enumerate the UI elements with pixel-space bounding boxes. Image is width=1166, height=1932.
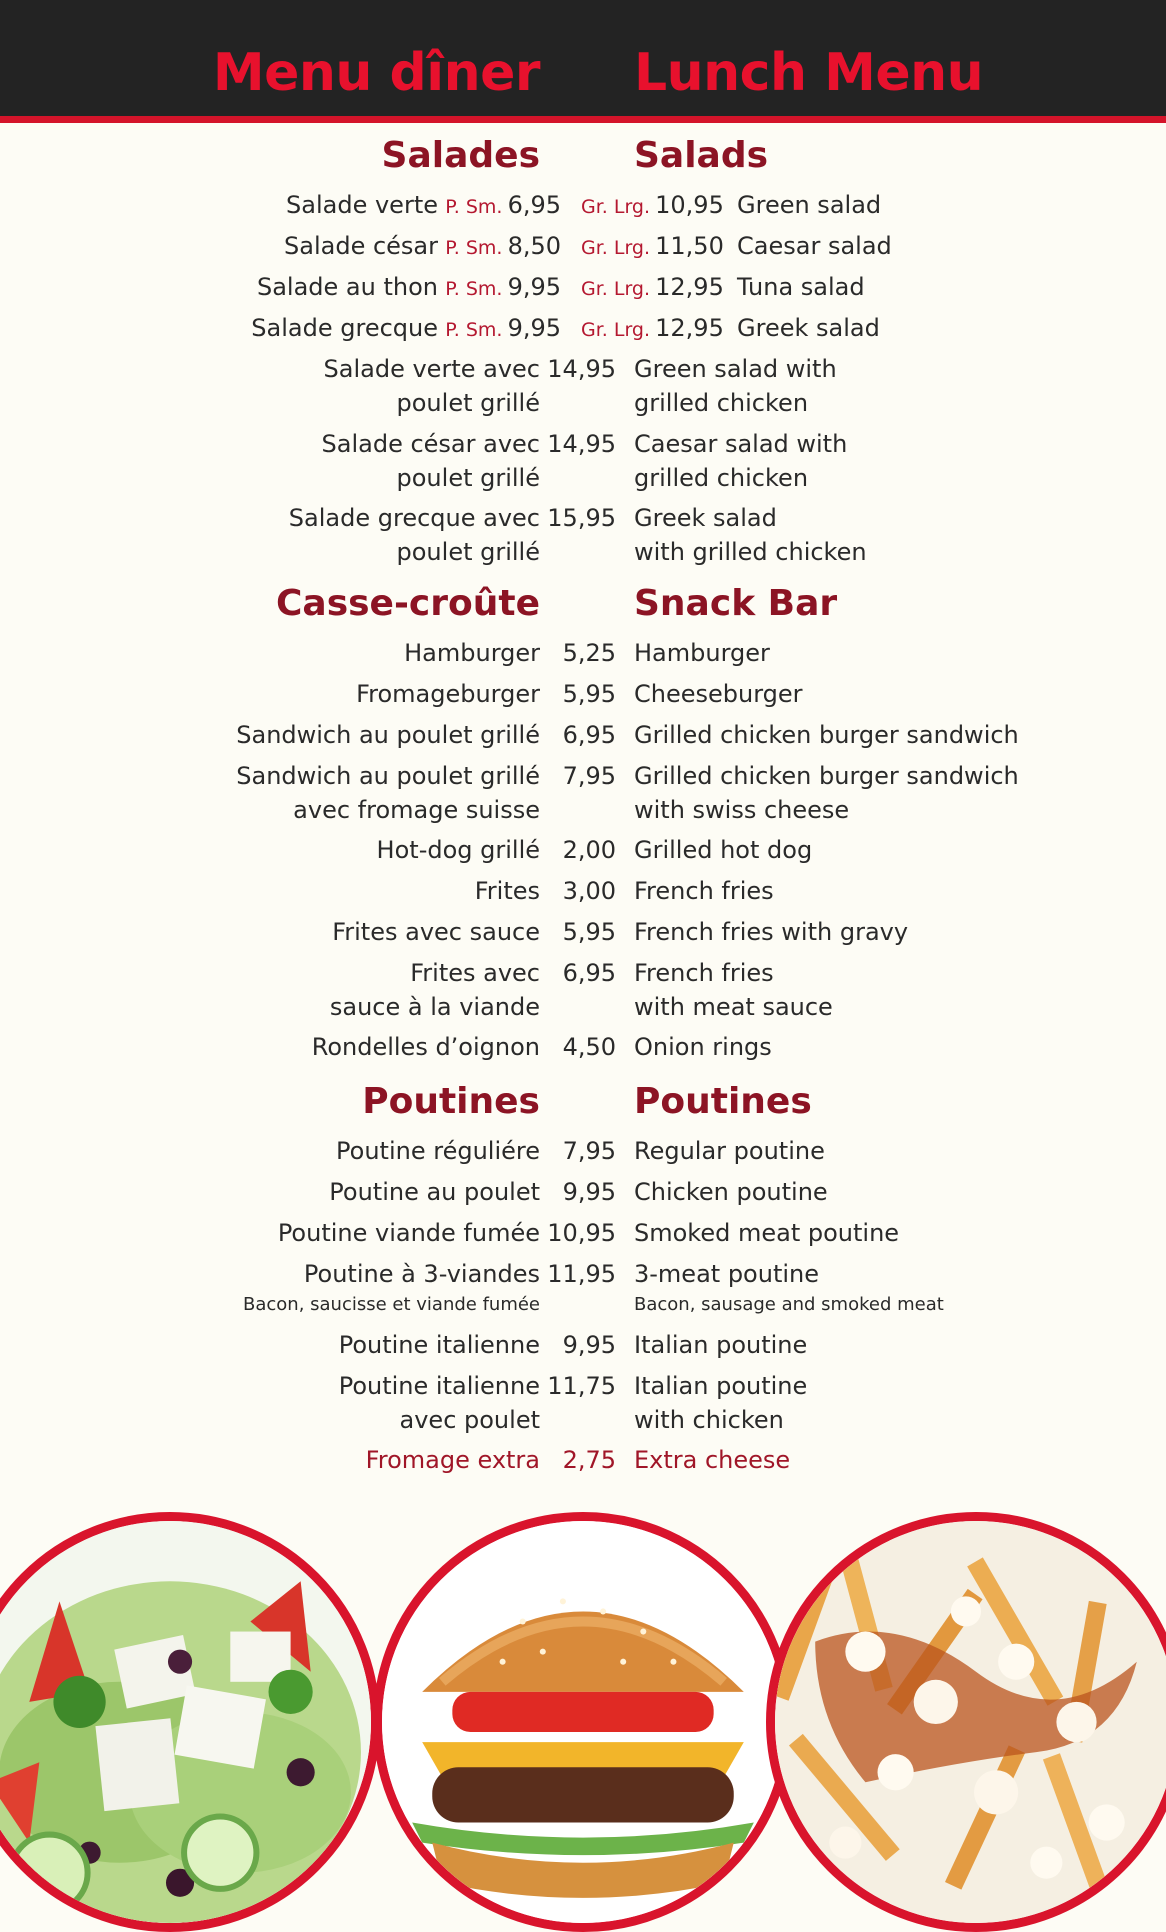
- title-french: Menu dîner: [212, 43, 540, 103]
- section-title-poutines-en: Poutines: [634, 1081, 812, 1122]
- menu-item-sized: Salade verte P. Sm. 6,95 Gr. Lrg. 10,95 Green salad: [286, 191, 882, 219]
- menu-item: Rondelles d’oignon 4,50 Onion rings: [311, 1033, 772, 1061]
- burger-illustration: [382, 1521, 784, 1923]
- menu-item: Hot-dog grillé 2,00 Grilled hot dog: [376, 836, 813, 864]
- menu-item: Frites avec sauce à la viande 6,95 French fries with meat sauce: [329, 959, 833, 1021]
- menu-item: Fromageburger 5,95 Cheeseburger: [356, 680, 803, 708]
- menu-item: Frites 3,00 French fries: [474, 877, 774, 905]
- menu-item-sized: Salade au thon P. Sm. 9,95 Gr. Lrg. 12,95 Tuna salad: [256, 273, 865, 301]
- menu-item: Frites avec sauce 5,95 French fries with gravy: [332, 918, 909, 946]
- greek-salad-photo: [0, 1512, 380, 1932]
- section-title-snack-bar: Snack Bar: [634, 583, 838, 624]
- menu-item: Salade verte avec poulet grillé 14,95 Green salad with grilled chicken: [323, 355, 837, 417]
- menu-item: Poutine italienne avec poulet 11,75 Italian poutine with chicken: [338, 1372, 808, 1434]
- menu-item-sized: Salade grecque P. Sm. 9,95 Gr. Lrg. 12,95 Greek salad: [251, 314, 880, 342]
- header-bar: [0, 0, 1166, 123]
- menu-item: Salade grecque avec poulet grillé 15,95 Greek salad with grilled chicken: [288, 504, 867, 566]
- section-title-salades: Salades: [381, 135, 540, 176]
- hamburger-photo: [373, 1512, 793, 1932]
- menu-item: Poutine réguliére 7,95 Regular poutine: [336, 1137, 825, 1165]
- menu-item: Poutine viande fumée 10,95 Smoked meat poutine: [277, 1219, 900, 1247]
- menu-item: Poutine à 3-viandes Bacon, saucisse et viande fumée 11,95 3-meat poutine Bacon, sausage and smoked meat: [243, 1260, 944, 1315]
- poutine-photo: [766, 1512, 1166, 1932]
- section-title-casse-croute: Casse-croûte: [275, 583, 540, 624]
- menu-item-extra-cheese: Fromage extra 2,75 Extra cheese: [365, 1446, 791, 1474]
- section-title-salads: Salads: [634, 135, 769, 176]
- salad-illustration: [0, 1521, 371, 1923]
- poutine-illustration: [775, 1521, 1166, 1923]
- menu-item: Poutine italienne 9,95 Italian poutine: [338, 1331, 808, 1359]
- menu-item: Hamburger 5,25 Hamburger: [404, 639, 770, 667]
- menu-item: Salade césar avec poulet grillé 14,95 Caesar salad with grilled chicken: [321, 430, 848, 492]
- section-title-poutines-fr: Poutines: [362, 1081, 540, 1122]
- menu-item: Poutine au poulet 9,95 Chicken poutine: [329, 1178, 828, 1206]
- menu-item-sized: Salade césar P. Sm. 8,50 Gr. Lrg. 11,50 Caesar salad: [284, 232, 892, 260]
- menu-item: Sandwich au poulet grillé 6,95 Grilled chicken burger sandwich: [236, 721, 1019, 749]
- title-english: Lunch Menu: [634, 43, 984, 103]
- menu-item: Sandwich au poulet grillé avec fromage suisse 7,95 Grilled chicken burger sandwich with swiss cheese: [236, 762, 1019, 824]
